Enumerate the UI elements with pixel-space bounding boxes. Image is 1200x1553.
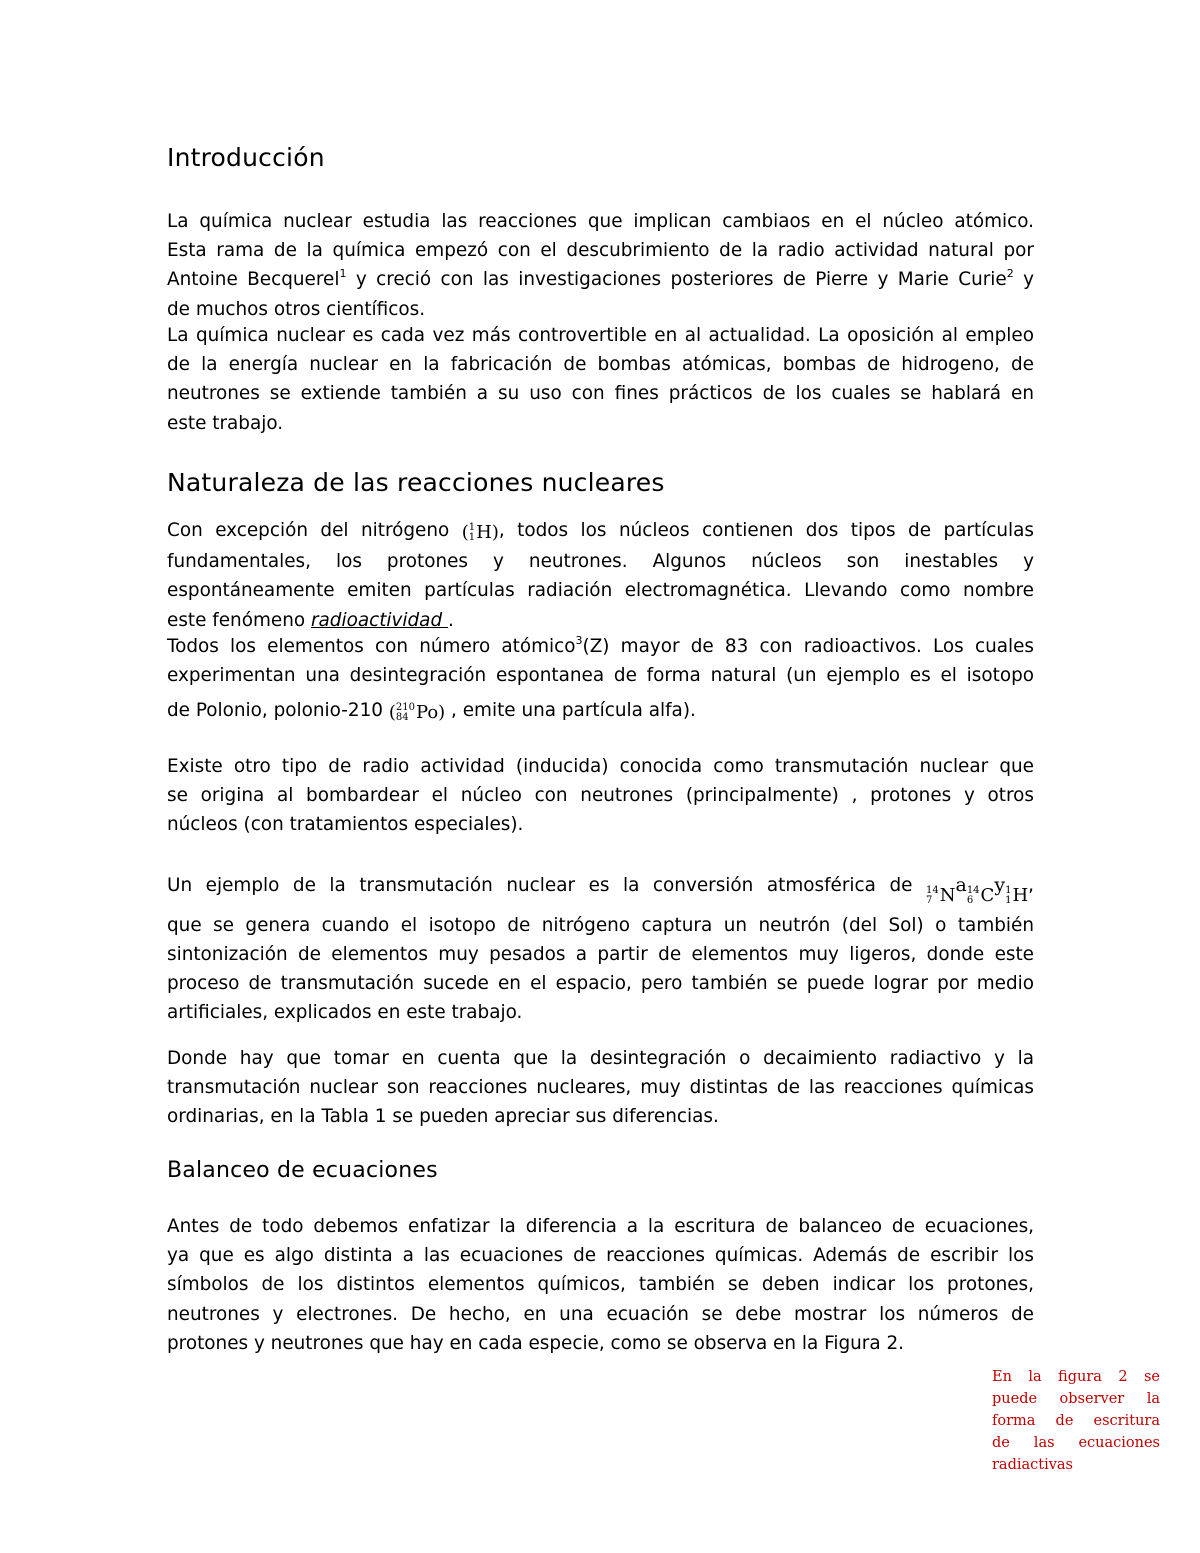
paragraph-balance-1: Antes de todo debemos enfatizar la diferencia a la escritura de balanceo de ecuaciones, ya que es algo distinta a las ecuaciones de reacciones químicas. Además de escribir los símbolos de los distintos elementos químicos, también se deben indicar los protones, neutrones y electrones. De hecho, en una ecuación se debe mostrar los números de protones y neutrones que hay en cada especie, como se observa en la Figura 2.	[167, 1216, 1034, 1354]
paragraph-intro-1: La química nuclear estudia las reacciones que implican cambiaos en el núcleo atómico. Esta rama de la química empezó con el descubrimiento de la radio actividad natural por Antoine Becquerel$^1$ y creció con las investigaciones posteriores de Pierre y Marie Curie$^2$ y de muchos otros científicos.	[167, 211, 1034, 320]
heading-introduccion: Introducción	[167, 143, 325, 172]
hydrogen-isotope-symbol: ( 1 1 H )	[461, 521, 499, 543]
heading-balanceo: Balanceo de ecuaciones	[167, 1158, 438, 1183]
paragraph-nature-1: Con excepción del nitrógeno ( 1 1 H ), todos los núcleos contienen dos tipos de partículas fundamentales, los protones y neutrones. Algunos núcleos son inestables y espontáneamente emiten partículas radiación electromagnética. Llevando como nombre este fenómeno radioactividad .	[167, 520, 1035, 631]
paragraph-nature-3: Existe otro tipo de radio actividad (inducida) conocida como transmutación nuclear que se origina al bombardear el núcleo con neutrones (principalmente) , protones y otros núcleos (con tratamientos especiales).	[167, 756, 1034, 836]
footnote-ref-1: 1	[339, 267, 347, 281]
paragraph-intro-2: La química nuclear es cada vez más controvertible en al actualidad. La oposición al empleo de la energía nuclear en la fabricación de bombas atómicas, bombas de hidrogeno, de neutrones se extiende también a su uso con fines prácticos de los cuales se hablará en este trabajo.	[167, 325, 1034, 434]
carbon-isotope-symbol: 14 6 C	[966, 885, 995, 907]
footnote-ref-2: 2	[1006, 267, 1014, 281]
term-radioactividad: radioactividad	[310, 609, 448, 631]
paragraph-nature-4: Un ejemplo de la transmutación nuclear es la conversión atmosférica de 14 7 N a 14 6 C y 1 1 H , que se genera cuando el isotopo de nitrógeno captura un neutrón (del Sol) o también sintonización de elementos muy pesados a partir de elementos muy ligeros, donde este proceso de transmutación sucede en el espacio, pero también se puede lograr por medio artificiales, explicados en este trabajo.	[167, 874, 1034, 1024]
paragraph-nature-5: Donde hay que tomar en cuenta que la desintegración o decaimiento radiactivo y la transmutación nuclear son reacciones nucleares, muy distintas de las reacciones químicas ordinarias, en la Tabla 1 se pueden apreciar sus diferencias.	[167, 1048, 1034, 1128]
paragraph-nature-2: Todos los elementos con número atómico$^3$(Z) mayor de 83 con radioactivos. Los cuales experimentan una desintegración espontanea de forma natural (un ejemplo es el isotopo de Polonio, polonio-210 ( 210 84 Po ) , emite una partícula alfa).	[167, 632, 1034, 728]
nitrogen-isotope-symbol: 14 7 N	[926, 885, 956, 907]
heading-naturaleza: Naturaleza de las reacciones nucleares	[167, 468, 665, 497]
polonium-isotope-symbol: ( 210 84 Po )	[388, 702, 446, 724]
hydrogen-isotope-symbol-2: 1 1 H	[1005, 885, 1029, 907]
margin-comment-note: En la figura 2 se puede observer la forma de escritura de las ecuaciones radiactivas	[992, 1369, 1160, 1473]
footnote-ref-3: 3	[575, 634, 583, 647]
